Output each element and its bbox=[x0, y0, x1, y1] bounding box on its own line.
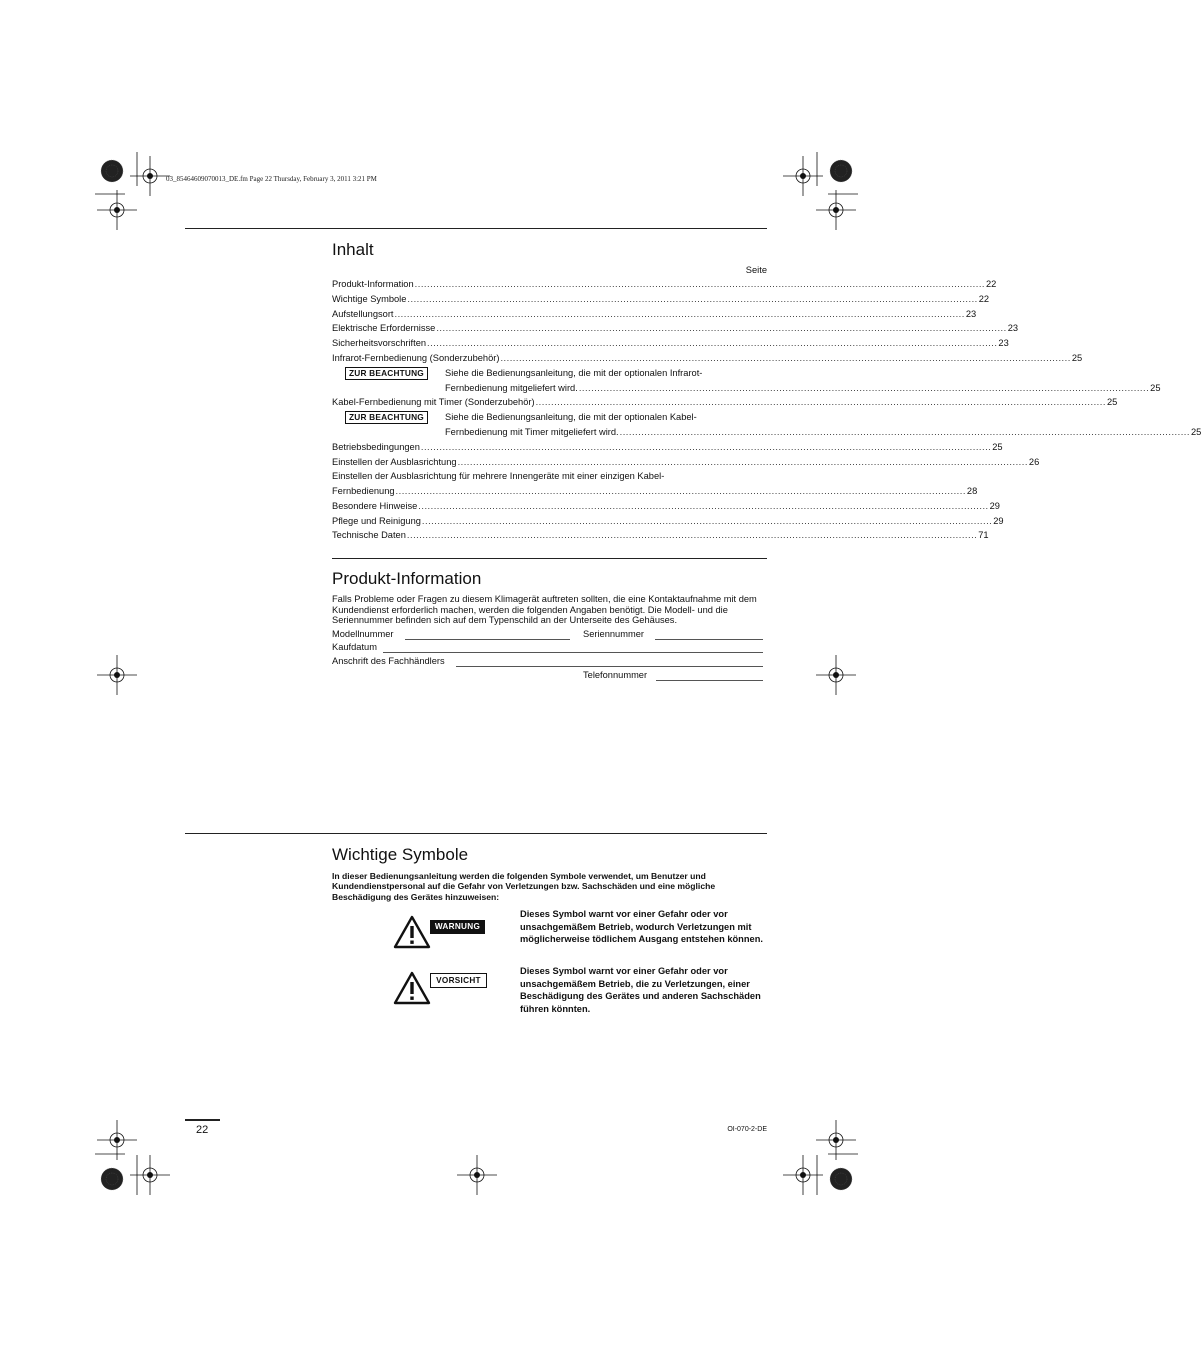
toc-entry[interactable] bbox=[332, 441, 1003, 454]
top-rule bbox=[185, 228, 767, 229]
toc-entry[interactable] bbox=[332, 278, 997, 291]
toc-dots: ......................................................................................................................................................................................... bbox=[578, 383, 1150, 393]
toc-entry-page: 25 bbox=[1150, 383, 1161, 393]
toc-dots: ......................................................................................................................................................................................... bbox=[420, 442, 992, 452]
serial-number-field[interactable] bbox=[655, 639, 763, 640]
toc-entry-page: 25 bbox=[1106, 397, 1118, 407]
toc-dots: ......................................................................................................................................................................................... bbox=[500, 353, 1071, 363]
toc-entry[interactable] bbox=[332, 337, 1009, 350]
zur-beachtung-badge: ZUR BEACHTUNG bbox=[345, 367, 428, 380]
toc-entry-page: 23 bbox=[1007, 323, 1019, 333]
toc-entry[interactable] bbox=[332, 515, 1004, 528]
toc-entry-label: Wichtige Symbole bbox=[332, 294, 407, 304]
toc-entry[interactable] bbox=[332, 308, 977, 321]
toc-entry-page: 22 bbox=[978, 294, 990, 304]
toc-dots: ......................................................................................................................................................................................... bbox=[457, 457, 1028, 467]
toc-dots: ......................................................................................................................................................................................... bbox=[394, 309, 965, 319]
seite-label: Seite bbox=[745, 265, 767, 275]
toc-dots: ......................................................................................................................................................................................... bbox=[535, 397, 1106, 407]
warning-description: Dieses Symbol warnt vor einer Gefahr oder vor unsachgemäßem Betrieb, wodurch Verletzungen mit möglicherweise tödlichem Ausgang entstehen können. bbox=[520, 909, 763, 944]
warning-badge: WARNUNG bbox=[430, 920, 485, 934]
toc-entry-label: Fernbedienung bbox=[332, 486, 395, 496]
dealer-address-label: Anschrift des Fachhändlers bbox=[332, 656, 445, 666]
toc-entry-page: 23 bbox=[965, 309, 977, 319]
purchase-date-field[interactable] bbox=[383, 652, 763, 653]
toc-entry[interactable] bbox=[332, 529, 989, 542]
toc-entry[interactable] bbox=[445, 426, 1201, 439]
toc-entry-label: Pflege und Reinigung bbox=[332, 516, 421, 526]
toc-entry[interactable] bbox=[332, 500, 1000, 513]
toc-dots: ......................................................................................................................................................................................... bbox=[619, 427, 1190, 437]
toc-entry-label: Kabel-Fernbedienung mit Timer (Sonderzubehör) bbox=[332, 397, 535, 407]
table-of-contents bbox=[332, 265, 1201, 545]
section-rule bbox=[332, 558, 767, 559]
toc-entry-label: Produkt-Information bbox=[332, 279, 414, 289]
toc-entry-page: 29 bbox=[993, 516, 1004, 526]
footer-rule bbox=[185, 1119, 220, 1121]
caution-triangle-icon bbox=[393, 971, 431, 1005]
toc-entry[interactable] bbox=[332, 352, 1083, 365]
toc-entry-label-line1[interactable]: Einstellen der Ausblasrichtung für mehrere Innengeräte mit einer einzigen Kabel- bbox=[332, 471, 665, 481]
product-info-title: Produkt-Information bbox=[332, 569, 482, 588]
phone-number-field[interactable] bbox=[656, 680, 763, 681]
toc-entry-label: Betriebsbedingungen bbox=[332, 442, 420, 452]
toc-entry[interactable] bbox=[445, 382, 1161, 395]
toc-entry-label: Einstellen der Ausblasrichtung bbox=[332, 457, 457, 467]
model-number-field[interactable] bbox=[405, 639, 570, 640]
page-number: 22 bbox=[196, 1124, 209, 1136]
section-rule bbox=[185, 833, 767, 834]
warning-triangle-icon bbox=[393, 915, 431, 949]
toc-entry[interactable] bbox=[332, 456, 1040, 469]
caution-badge: VORSICHT bbox=[430, 973, 487, 988]
toc-entry-label: Infrarot-Fernbedienung (Sonderzubehör) bbox=[332, 353, 500, 363]
toc-entry-label: Aufstellungsort bbox=[332, 309, 394, 319]
toc-entry-label: Fernbedienung mitgeliefert wird. bbox=[445, 383, 578, 393]
toc-entry-page: 22 bbox=[986, 279, 997, 289]
toc-entry[interactable] bbox=[332, 322, 1019, 335]
toc-entry[interactable] bbox=[332, 293, 990, 306]
toc-entry-label: Sicherheitsvorschriften bbox=[332, 338, 427, 348]
purchase-date-label: Kaufdatum bbox=[332, 642, 377, 652]
toc-dots: ......................................................................................................................................................................................... bbox=[406, 530, 978, 540]
dealer-address-field[interactable] bbox=[456, 666, 763, 667]
symbols-intro: In dieser Bedienungsanleitung werden die folgenden Symbole verwendet, um Benutzer und Kundendienstpersonal auf die Gefahr von Verletzungen bzw. Sachschäden und eine mögliche Beschädigung des Gerätes hinzuweisen: bbox=[332, 871, 716, 902]
toc-entry-label: Fernbedienung mit Timer mitgeliefert wird. bbox=[445, 427, 619, 437]
phone-number-label: Telefonnummer bbox=[583, 670, 648, 680]
toc-entry-label: Elektrische Erfordernisse bbox=[332, 323, 436, 333]
model-number-label: Modellnummer bbox=[332, 629, 394, 639]
toc-entry-page: 29 bbox=[989, 501, 1000, 511]
zur-beachtung-badge: ZUR BEACHTUNG bbox=[345, 411, 428, 424]
toc-dots: ......................................................................................................................................................................................... bbox=[418, 501, 989, 511]
toc-entry-label: Besondere Hinweise bbox=[332, 501, 418, 511]
toc-note-text: Siehe die Bedienungsanleitung, die mit der optionalen Kabel- bbox=[445, 412, 697, 422]
toc-dots: ......................................................................................................................................................................................... bbox=[407, 294, 978, 304]
toc-entry-page: 25 bbox=[1190, 427, 1201, 437]
toc-title: Inhalt bbox=[332, 240, 374, 259]
serial-number-label: Seriennummer bbox=[583, 629, 644, 639]
toc-entry-page: 28 bbox=[966, 486, 978, 496]
toc-dots: ......................................................................................................................................................................................... bbox=[421, 516, 993, 526]
toc-entry-page: 23 bbox=[998, 338, 1009, 348]
toc-entry-page: 25 bbox=[1071, 353, 1083, 363]
toc-entry[interactable] bbox=[332, 396, 1118, 409]
product-info-paragraph: Falls Probleme oder Fragen zu diesem Klimagerät auftreten sollten, die eine Kontaktaufnahme mit dem Kundendienst erforderlich machen, werden die folgenden Angaben benötigt. Die Modell- und die Seriennummer befinden sich auf dem Typenschild an der Unterseite des Gehäuses. bbox=[332, 594, 757, 626]
toc-note-text: Siehe die Bedienungsanleitung, die mit der optionalen Infrarot- bbox=[445, 368, 703, 378]
toc-entry[interactable] bbox=[332, 485, 978, 498]
caution-description: Dieses Symbol warnt vor einer Gefahr oder vor unsachgemäßem Betrieb, die zu Verletzungen, einer Beschädigung des Gerätes und anderen Sachschäden führen könnten. bbox=[520, 966, 761, 1014]
toc-dots: ......................................................................................................................................................................................... bbox=[395, 486, 966, 496]
toc-entry-page: 71 bbox=[978, 530, 989, 540]
toc-dots: ......................................................................................................................................................................................... bbox=[436, 323, 1007, 333]
symbols-title: Wichtige Symbole bbox=[332, 845, 469, 864]
toc-entry-label: Technische Daten bbox=[332, 530, 406, 540]
toc-entry-page: 25 bbox=[992, 442, 1003, 452]
toc-dots: ......................................................................................................................................................................................... bbox=[427, 338, 998, 348]
toc-dots: ......................................................................................................................................................................................... bbox=[414, 279, 986, 289]
toc-entry-page: 26 bbox=[1028, 457, 1040, 467]
print-file-header: 03_85464609070013_DE.fm Page 22 Thursday, February 3, 2011 3:21 PM bbox=[166, 175, 377, 183]
document-code: OI-070-2-DE bbox=[727, 1126, 767, 1133]
